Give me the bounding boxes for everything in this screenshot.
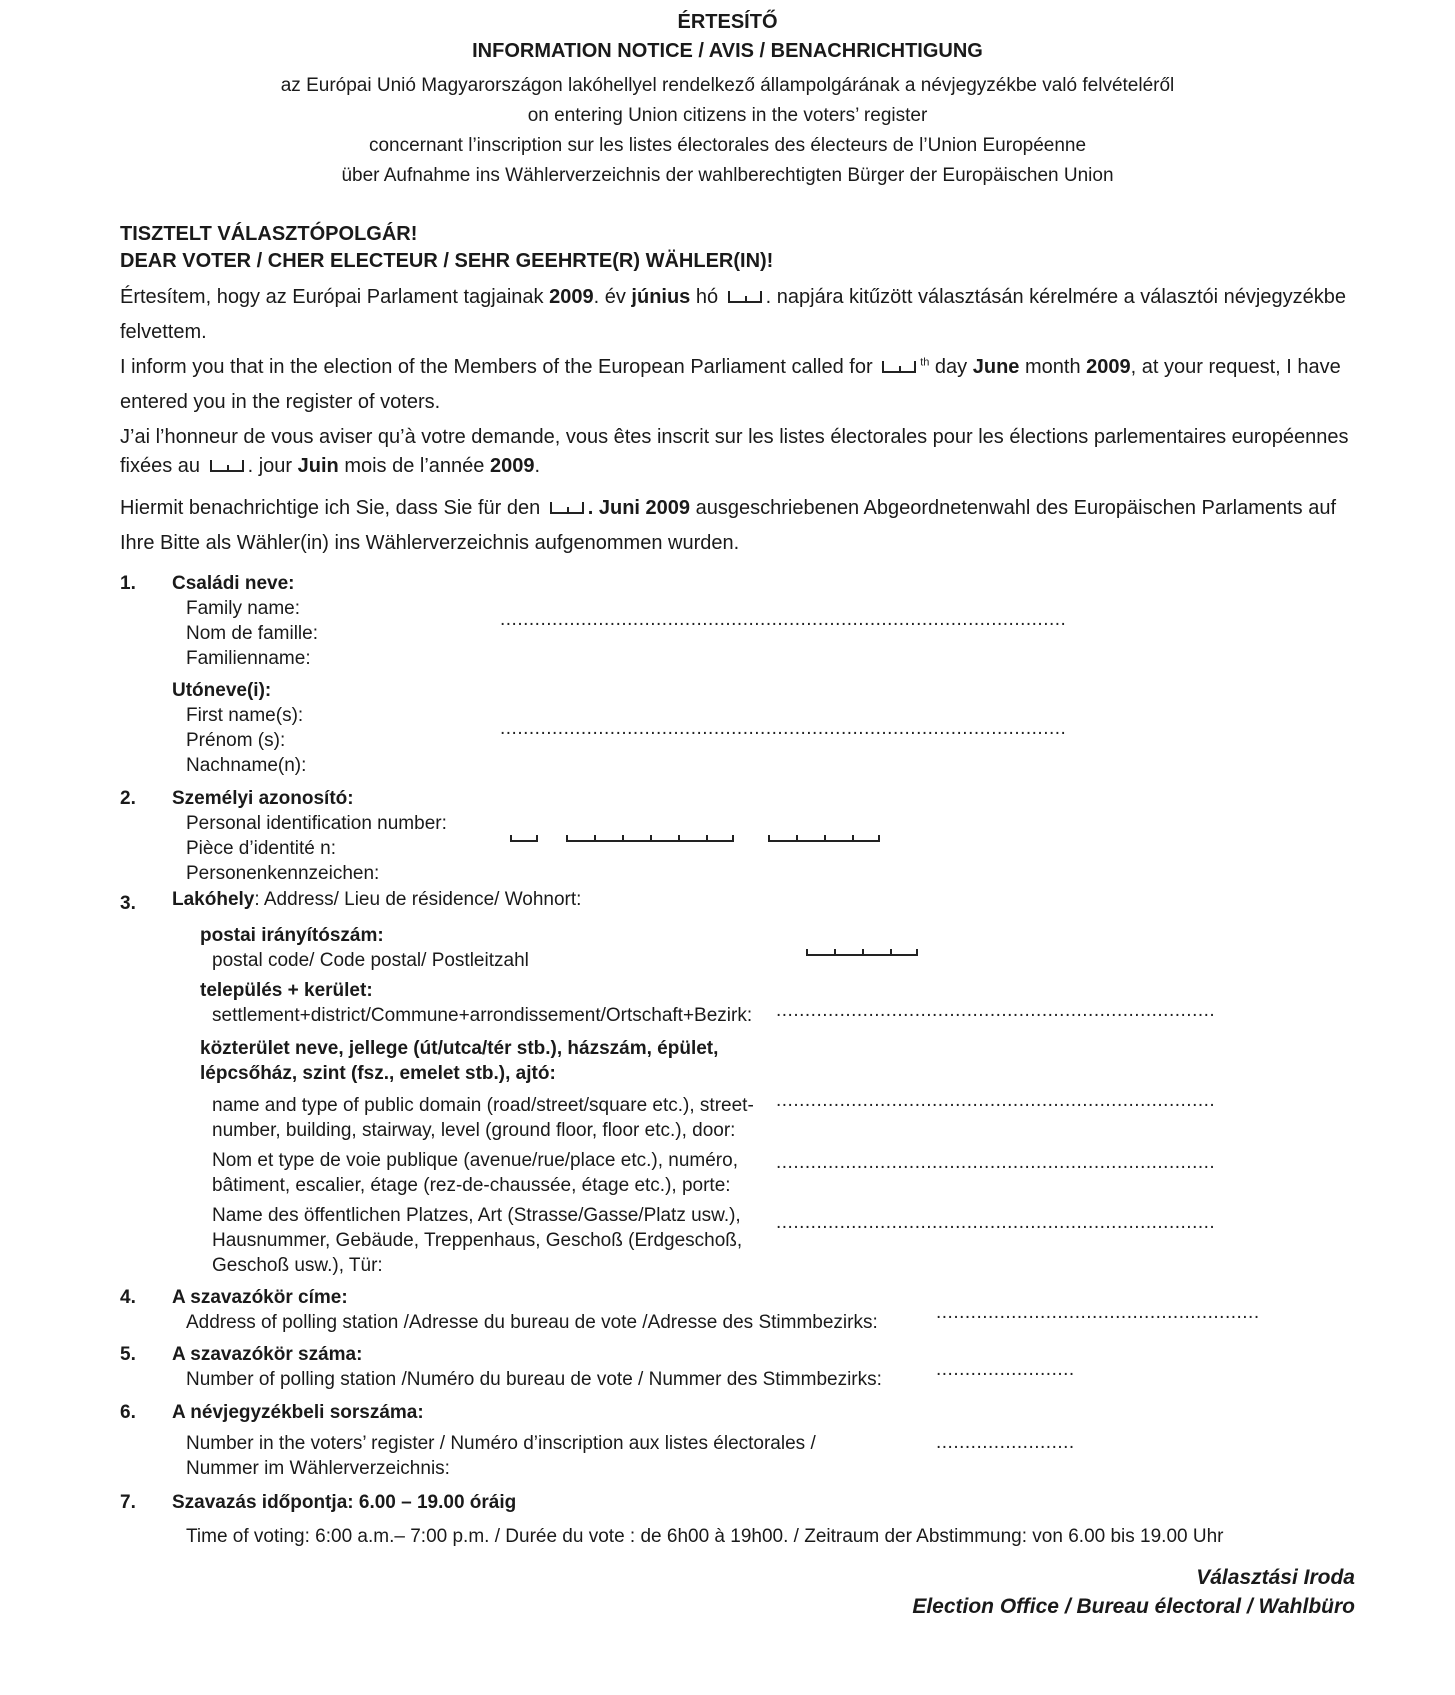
text: . jour: [247, 455, 298, 477]
day-input-box[interactable]: [210, 460, 244, 472]
item-number-6: 6.: [120, 1402, 136, 1423]
polling-number-label: A szavazókör száma:: [172, 1344, 363, 1365]
dotted-line: ............................................................................: [776, 1090, 1216, 1111]
street-fr-2: bâtiment, escalier, étage (rez-de-chaussée, étage etc.), porte:: [212, 1175, 731, 1196]
street-label-2: lépcsőház, szint (fsz., emelet stb.), ajtó:: [200, 1063, 556, 1084]
street-de-1: Name des öffentlichen Platzes, Art (Strasse/Gasse/Platz usw.),: [212, 1205, 741, 1226]
street-label-1: közterület neve, jellege (út/utca/tér stb.), házszám, épület,: [200, 1038, 719, 1059]
paragraph-en: [120, 355, 1341, 379]
paragraph-fr-cont: [120, 454, 540, 478]
register-number-sub-1: Number in the voters’ register / Numéro d’inscription aux listes électorales /: [186, 1433, 816, 1454]
notice-subtitle: INFORMATION NOTICE / AVIS / BENACHRICHTIGUNG: [472, 40, 983, 62]
text: : Address/ Lieu de résidence/ Wohnort:: [254, 889, 582, 910]
text: fixées au: [120, 455, 206, 477]
id-box-group-3[interactable]: [768, 830, 880, 842]
dotted-line: ..................................................................................................: [500, 718, 1067, 739]
id-box-group-2[interactable]: [566, 830, 734, 842]
year: 2009: [549, 286, 594, 308]
street-de-2: Hausnummer, Gebäude, Treppenhaus, Geschoß (Erdgeschoß,: [212, 1230, 743, 1251]
year: 2009: [1086, 356, 1131, 378]
first-name-label: Utóneve(i):: [172, 680, 272, 701]
day-input-box[interactable]: [550, 502, 584, 514]
header-line-en: on entering Union citizens in the voters’ register: [527, 105, 928, 126]
postal-code-label: postai irányítószám:: [200, 925, 384, 946]
personal-id-label: Személyi azonosító:: [172, 788, 354, 809]
polling-address-field[interactable]: [936, 1302, 1260, 1325]
month: June: [972, 356, 1020, 378]
dotted-line: ............................................................................: [776, 1152, 1216, 1173]
postal-code-boxes[interactable]: [806, 944, 926, 958]
paragraph-hu-cont: felvettem.: [120, 321, 207, 343]
text: month: [1019, 356, 1087, 378]
text: mois de l’année: [338, 455, 490, 477]
register-number-field[interactable]: [936, 1432, 1075, 1455]
year: 2009: [489, 455, 535, 477]
ordinal-suffix: th: [920, 356, 930, 369]
voting-time-label: Szavazás időpontja: 6.00 – 19.00 óráig: [172, 1492, 517, 1513]
register-number-label: A névjegyzékbeli sorszáma:: [172, 1402, 424, 1423]
first-name-field[interactable]: [500, 718, 1066, 741]
dotted-line: ..................................................................................................: [500, 609, 1067, 630]
settlement-sub: settlement+district/Commune+arrondissement/Ortschaft+Bezirk:: [212, 1005, 753, 1026]
dotted-line: ........................: [936, 1359, 1075, 1380]
text: , at your request, I have: [1130, 356, 1341, 378]
text: Hiermit benachrichtige ich Sie, dass Sie für den: [120, 497, 546, 519]
item-number-2: 2.: [120, 788, 136, 809]
polling-number-sub: Number of polling station /Numéro du bureau de vote / Nummer des Stimmbezirks:: [186, 1369, 882, 1390]
item-number-7: 7.: [120, 1492, 136, 1513]
settlement-label: település + kerület:: [200, 980, 373, 1001]
month: Juin: [297, 455, 339, 477]
election-office-hu: Választási Iroda: [1196, 1566, 1355, 1589]
paragraph-hu: [120, 285, 1346, 309]
street-fr-field[interactable]: [776, 1152, 1215, 1175]
register-number-sub-2: Nummer im Wählerverzeichnis:: [186, 1458, 450, 1479]
street-en-1: name and type of public domain (road/street/square etc.), street-: [212, 1095, 754, 1116]
street-de-field[interactable]: [776, 1212, 1215, 1235]
text: ausgeschriebenen Abgeordnetenwahl des Europäischen Parlaments auf: [690, 497, 1337, 519]
first-name-en: First name(s):: [186, 705, 304, 726]
postal-box-group[interactable]: [806, 944, 918, 956]
month: június: [631, 286, 691, 308]
greeting-hu: TISZTELT VÁLASZTÓPOLGÁR!: [120, 223, 418, 245]
text: Lakóhely: [172, 889, 255, 910]
dotted-line: ........................................................: [936, 1302, 1260, 1323]
item-number-3: 3.: [120, 893, 136, 914]
street-de-3: Geschoß usw.), Tür:: [212, 1255, 383, 1276]
header-line-fr: concernant l’inscription sur les listes électorales des électeurs de l’Union Européenne: [368, 135, 1087, 156]
street-en-field[interactable]: [776, 1090, 1215, 1113]
paragraph-de: [120, 496, 1336, 520]
street-fr-1: Nom et type de voie publique (avenue/rue/place etc.), numéro,: [212, 1150, 738, 1171]
first-name-fr: Prénom (s):: [186, 730, 286, 751]
settlement-field[interactable]: [776, 1000, 1215, 1023]
day-input-box[interactable]: [728, 291, 762, 303]
personal-id-en: Personal identification number:: [186, 813, 447, 834]
polling-address-label: A szavazókör címe:: [172, 1287, 348, 1308]
personal-id-fr: Pièce d’identité n:: [186, 838, 336, 859]
residence-label: [172, 889, 581, 912]
text: I inform you that in the election of the Members of the European Parliament called for: [120, 356, 879, 378]
item-number-1: 1.: [120, 573, 136, 594]
paragraph-de-cont: Ihre Bitte als Wähler(in) ins Wählerverzeichnis aufgenommen wurden.: [120, 532, 740, 554]
id-box-group-1[interactable]: [510, 830, 538, 842]
text: . év: [593, 286, 632, 308]
header-line-de: über Aufnahme ins Wählerverzeichnis der wahlberechtigten Bürger der Europäischen Union: [341, 165, 1114, 186]
paragraph-en-cont: entered you in the register of voters.: [120, 391, 441, 413]
election-office-multi: Election Office / Bureau électoral / Wahlbüro: [912, 1595, 1355, 1618]
dotted-line: ........................: [936, 1432, 1075, 1453]
text: Értesítem, hogy az Európai Parlament tagjainak: [120, 286, 550, 308]
first-name-de: Nachname(n):: [186, 755, 307, 776]
item-number-4: 4.: [120, 1287, 136, 1308]
family-name-en: Family name:: [186, 598, 301, 619]
date: . Juni 2009: [587, 497, 691, 519]
postal-code-sub: postal code/ Code postal/ Postleitzahl: [212, 950, 529, 971]
polling-address-sub: Address of polling station /Adresse du bureau de vote /Adresse des Stimmbezirks:: [186, 1312, 878, 1333]
voting-time-sub: Time of voting: 6:00 a.m.– 7:00 p.m. / Durée du vote : de 6h00 à 19h00. / Zeitraum der Abstimmung: von 6.00 bis 19.00 Uhr: [186, 1526, 1224, 1547]
text: hó: [690, 286, 724, 308]
dotted-line: ............................................................................: [776, 1000, 1216, 1021]
family-name-de: Familienname:: [186, 648, 311, 669]
greeting-multi: DEAR VOTER / CHER ELECTEUR / SEHR GEEHRTE(R) WÄHLER(IN)!: [120, 250, 774, 272]
polling-number-field[interactable]: [936, 1359, 1075, 1382]
text: day: [929, 356, 973, 378]
text: .: [534, 455, 541, 477]
item-number-5: 5.: [120, 1344, 136, 1365]
family-name-label: Családi neve:: [172, 573, 295, 594]
personal-id-de: Personenkennzeichen:: [186, 863, 380, 884]
text: . napjára kitűzött választásán kérelmére a választói névjegyzékbe: [765, 286, 1346, 308]
notice-title: ÉRTESÍTŐ: [677, 11, 778, 33]
paragraph-fr: J’ai l’honneur de vous aviser qu’à votre demande, vous êtes inscrit sur les listes électorales pour les élections parlementaires européennes: [120, 426, 1349, 448]
street-en-2: number, building, stairway, level (ground floor, floor etc.), door:: [212, 1120, 736, 1141]
family-name-field[interactable]: [500, 609, 1066, 632]
family-name-fr: Nom de famille:: [186, 623, 318, 644]
personal-id-boxes[interactable]: [510, 830, 890, 844]
dotted-line: ............................................................................: [776, 1212, 1216, 1233]
header-line-hu: az Európai Unió Magyarországon lakóhellyel rendelkező állampolgárának a névjegyzékbe való felvételéről: [280, 75, 1175, 96]
day-input-box[interactable]: [882, 361, 916, 373]
